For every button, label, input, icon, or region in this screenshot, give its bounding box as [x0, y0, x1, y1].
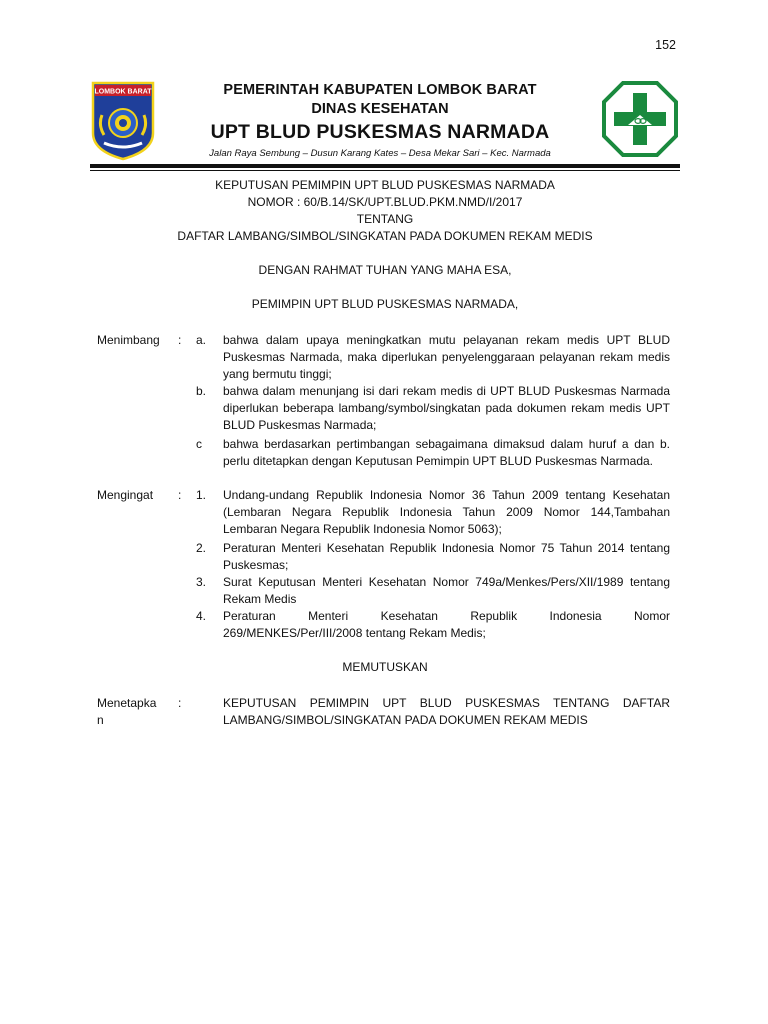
menetapkan-text: KEPUTUSAN PEMIMPIN UPT BLUD PUSKESMAS TENTANG DAFTAR LAMBANG/SIMBOL/SINGKATAN PADA DOKUMEN REKAM MEDIS: [223, 696, 670, 727]
menimbang-item-a: bahwa dalam upaya meningkatkan mutu pelayanan rekam medis UPT BLUD Puskesmas Narmada, maka diperlukan penyelenggaraan pelayanan rekam medis yang bermutu tinggi;: [223, 333, 670, 381]
mengingat-mark-4: 4.: [196, 609, 207, 623]
letterhead-divider-thin: [90, 170, 680, 171]
menimbang-mark-a: a.: [196, 333, 207, 347]
menimbang-mark-c: c: [196, 437, 202, 451]
menetapkan-label: Menetapka: [97, 696, 157, 710]
mengingat-colon: :: [178, 488, 182, 502]
crest-label: LOMBOK BARAT: [94, 88, 152, 96]
letterhead-address: Jalan Raya Sembung – Dusun Karang Kates – Desa Mekar Sari – Kec. Narmada: [209, 148, 551, 159]
mengingat-item-2: Peraturan Menteri Kesehatan Republik Indonesia Nomor 75 Tahun 2014 tentang Puskesmas;: [223, 541, 670, 572]
mengingat-item-4-line1: Peraturan Menteri Kesehatan Republik Indonesia Nomor: [223, 609, 670, 623]
mengingat-item-4-line2: 269/MENKES/Per/III/2008 tentang Rekam Medis;: [223, 626, 486, 640]
letterhead-department: DINAS KESEHATAN: [311, 101, 449, 117]
decree-title: KEPUTUSAN PEMIMPIN UPT BLUD PUSKESMAS NARMADA: [215, 178, 555, 192]
puskesmas-cross-icon: [598, 77, 682, 161]
menimbang-mark-b: b.: [196, 384, 207, 398]
menetapkan-colon: :: [178, 696, 182, 710]
page-number: 152: [655, 38, 676, 52]
regency-crest-icon: [90, 81, 156, 161]
memutuskan-heading: MEMUTUSKAN: [342, 660, 428, 674]
menimbang-item-b: bahwa dalam menunjang isi dari rekam medis di UPT BLUD Puskesmas Narmada diperlukan beberapa lambang/symbol/singkatan pada dokumen rekam medis UPT BLUD Puskesmas Narmada;: [223, 384, 670, 432]
mengingat-item-1: Undang-undang Republik Indonesia Nomor 36 Tahun 2009 tentang Kesehatan (Lembaran Negara Republik Indonesia Tahun 2009 Nomor 144,Tambahan Lembaran Negara Republik Indonesia Nomor 5063);: [223, 488, 670, 536]
mengingat-mark-3: 3.: [196, 575, 207, 589]
decree-about: TENTANG: [356, 212, 414, 226]
mengingat-item-3: Surat Keputusan Menteri Kesehatan Nomor 749a/Menkes/Pers/XII/1989 tentang Rekam Medis: [223, 575, 670, 606]
menimbang-label: Menimbang: [97, 333, 160, 347]
invocation: DENGAN RAHMAT TUHAN YANG MAHA ESA,: [258, 263, 512, 277]
letterhead-divider: [90, 164, 680, 168]
decree-number: NOMOR : 60/B.14/SK/UPT.BLUD.PKM.NMD/I/2017: [247, 195, 523, 209]
mengingat-mark-1: 1.: [196, 488, 207, 502]
issuer: PEMIMPIN UPT BLUD PUSKESMAS NARMADA,: [251, 297, 519, 311]
menetapkan-label-wrap: n: [97, 713, 104, 727]
mengingat-mark-2: 2.: [196, 541, 207, 555]
menimbang-colon: :: [178, 333, 182, 347]
letterhead-institution: UPT BLUD PUSKESMAS NARMADA: [210, 121, 550, 143]
decree-subject: DAFTAR LAMBANG/SIMBOL/SINGKATAN PADA DOKUMEN REKAM MEDIS: [177, 229, 593, 243]
menimbang-item-c: bahwa berdasarkan pertimbangan sebagaimana dimaksud dalam huruf a dan b. perlu ditetapkan dengan Keputusan Pemimpin UPT BLUD Puskesmas Narmada.: [223, 437, 670, 468]
letterhead-government: PEMERINTAH KABUPATEN LOMBOK BARAT: [223, 82, 537, 98]
mengingat-label: Mengingat: [97, 488, 154, 502]
